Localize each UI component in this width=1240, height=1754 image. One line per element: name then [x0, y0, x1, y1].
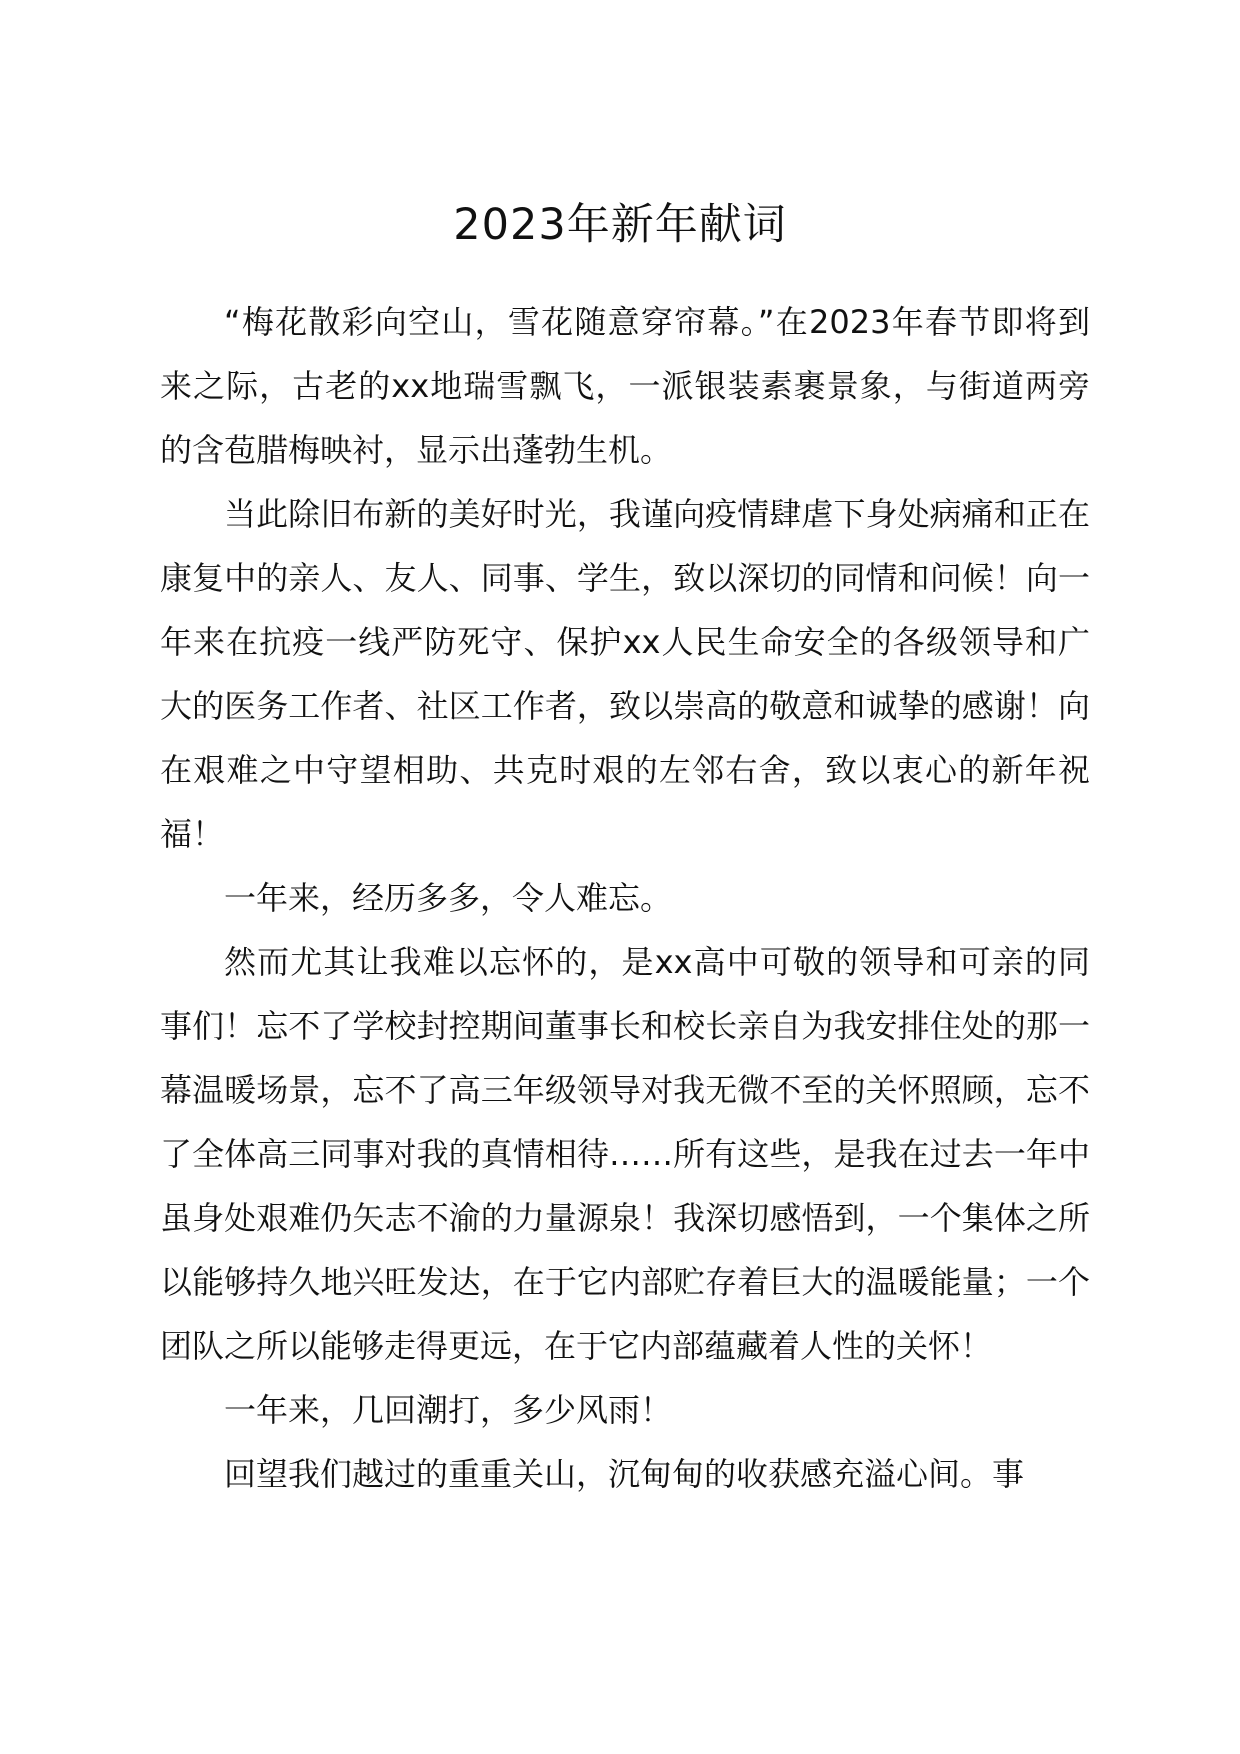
document-body — [160, 290, 1090, 1506]
paragraph: 回望我们越过的重重关山，沉甸甸的收获感充溢心间。事 — [224, 1455, 1025, 1493]
paragraph: 一年来，几回潮打，多少风雨！ — [224, 1391, 673, 1429]
paragraph: “梅花散彩向空山，雪花随意穿帘幕。”在2023年春节即将到来之际，古老的xx地瑞雪飘飞，一派银装素裹景象，与街道两旁的含苞腊梅映衬，显示出蓬勃生机。 — [160, 303, 1090, 469]
paragraph: 然而尤其让我难以忘怀的，是xx高中可敬的领导和可亲的同事们！忘不了学校封控期间董事长和校长亲自为我安排住处的那一幕温暖场景，忘不了高三年级领导对我无微不至的关怀照顾，忘不了全体高三同事对我的真情相待……所有这些，是我在过去一年中虽身处艰难仍矢志不渝的力量源泉！我深切感悟到，一个集体之所以能够持久地兴旺发达，在于它内部贮存着巨大的温暖能量；一个团队之所以能够走得更远，在于它内部蕴藏着人性的关怀！ — [160, 943, 1090, 1365]
document-title: 2023年新年献词 — [453, 200, 787, 250]
paragraph: 一年来，经历多多，令人难忘。 — [224, 879, 673, 917]
paragraph: 当此除旧布新的美好时光，我谨向疫情肆虐下身处病痛和正在康复中的亲人、友人、同事、学生，致以深切的同情和问候！向一年来在抗疫一线严防死守、保护xx人民生命安全的各级领导和广大的医务工作者、社区工作者，致以崇高的敬意和诚挚的感谢！向在艰难之中守望相助、共克时艰的左邻右舍，致以衷心的新年祝福！ — [160, 495, 1090, 853]
